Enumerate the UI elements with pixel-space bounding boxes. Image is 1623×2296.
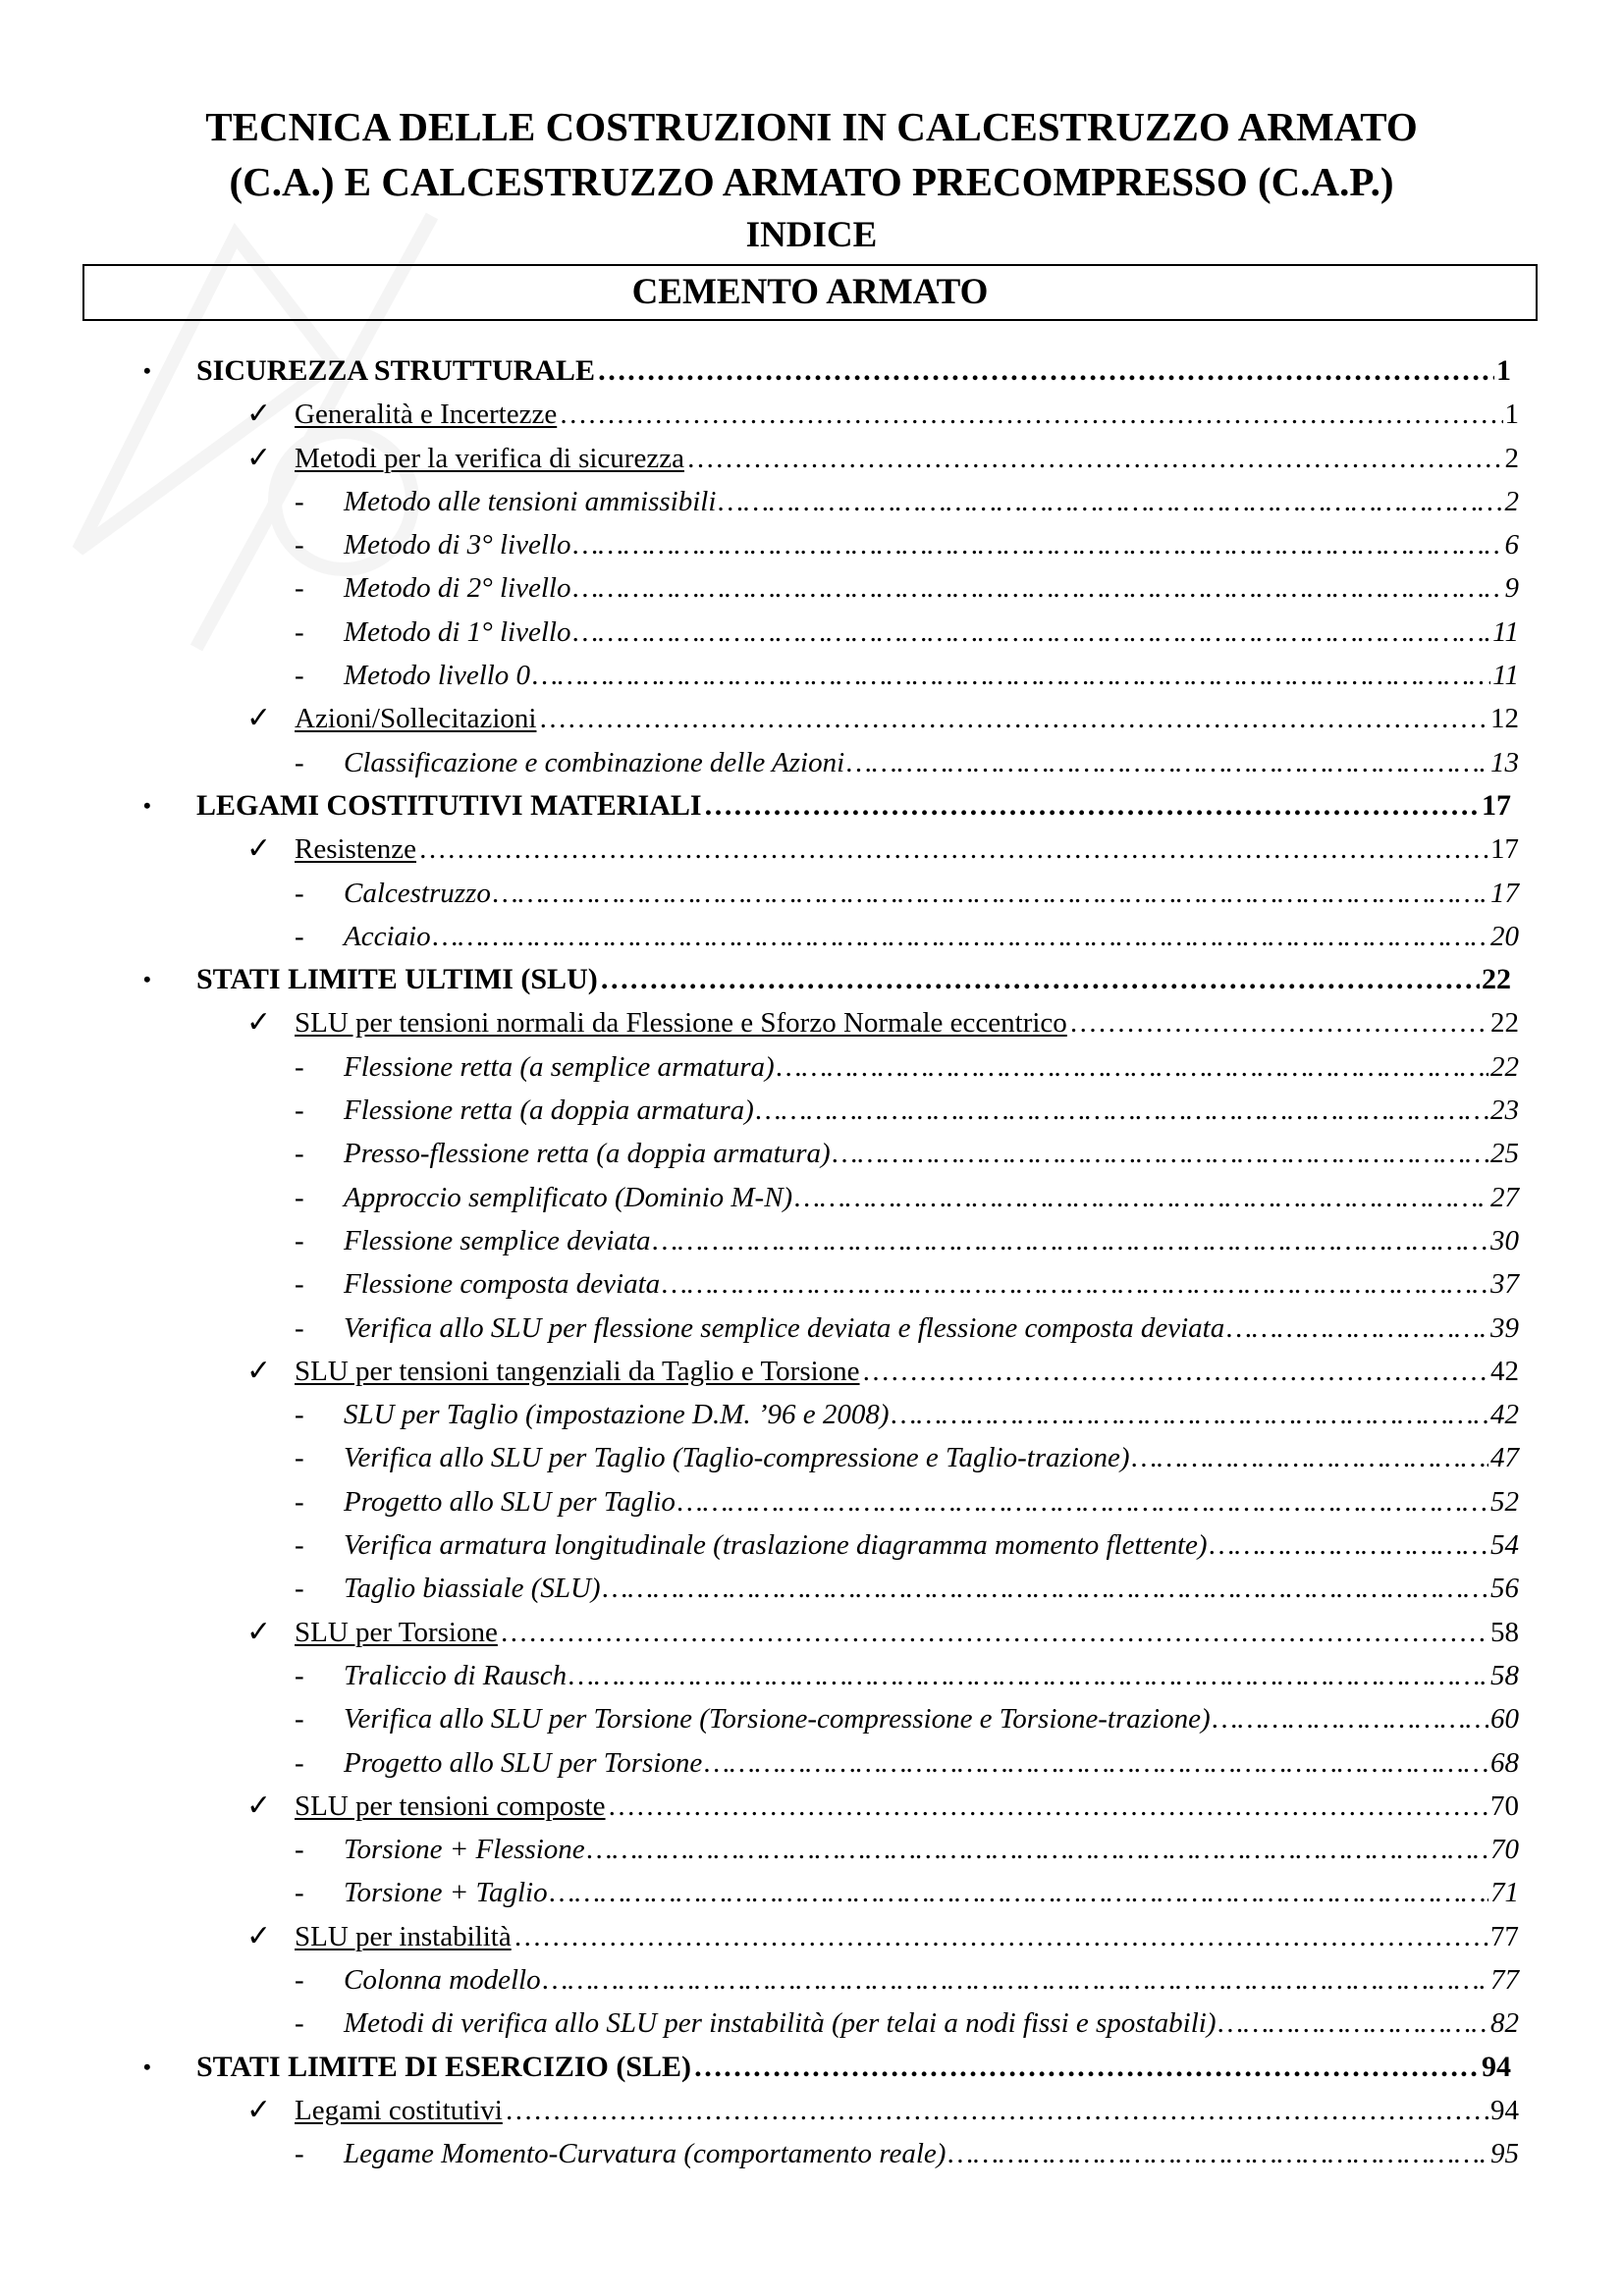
toc-chapter[interactable]	[0, 784, 1623, 828]
toc-page-number: 22	[1490, 1007, 1519, 1040]
leader-dots	[418, 828, 1488, 871]
toc-entry-title: Flessione semplice deviata	[344, 1224, 651, 1256]
toc-page-number: 22	[1482, 963, 1511, 996]
leader-dots	[550, 1871, 1488, 1914]
leader-dots	[500, 1611, 1488, 1654]
leader-dots	[862, 1350, 1488, 1393]
leader-dots	[686, 437, 1503, 480]
toc-chapter[interactable]	[0, 2046, 1623, 2089]
toc-entry-title: SICUREZZA STRUTTURALE	[196, 354, 595, 387]
toc-entry-title: Resistenze	[295, 833, 417, 866]
toc-section[interactable]	[0, 697, 1623, 740]
leader-dots	[947, 2132, 1488, 2175]
toc-page-number: 11	[1492, 660, 1519, 692]
dash-icon: -	[295, 1311, 304, 1344]
dash-icon: -	[295, 572, 304, 605]
toc-subsection[interactable]	[0, 2132, 1623, 2175]
toc-entry-title: Metodi per la verifica di sicurezza	[295, 442, 684, 474]
toc-chapter[interactable]	[0, 349, 1623, 393]
toc-page-number: 54	[1490, 1529, 1519, 1562]
toc-subsection[interactable]	[0, 1654, 1623, 1697]
dash-icon: -	[295, 1138, 304, 1170]
leader-dots	[433, 915, 1488, 958]
toc-page-number: 94	[1490, 2094, 1519, 2126]
toc-section[interactable]	[0, 828, 1623, 871]
toc-page-number: 17	[1490, 877, 1519, 909]
toc-entry-title: Metodo di 1° livello	[344, 615, 571, 648]
toc-page-number: 71	[1490, 1877, 1519, 1909]
toc-subsection[interactable]	[0, 1958, 1623, 2002]
toc-subsection[interactable]	[0, 566, 1623, 610]
toc-subsection[interactable]	[0, 1871, 1623, 1914]
toc-subsection[interactable]	[0, 1741, 1623, 1785]
toc-subsection[interactable]	[0, 1393, 1623, 1436]
toc-section[interactable]	[0, 1785, 1623, 1828]
toc-subsection[interactable]	[0, 1219, 1623, 1262]
toc-subsection[interactable]	[0, 1176, 1623, 1219]
toc-entry-title: Metodo di 2° livello	[344, 572, 571, 605]
toc-subsection[interactable]	[0, 1307, 1623, 1350]
toc-page-number: 17	[1490, 833, 1519, 866]
dash-icon: -	[295, 1224, 304, 1256]
toc-subsection[interactable]	[0, 523, 1623, 566]
dash-icon: -	[295, 920, 304, 952]
toc-subsection[interactable]	[0, 1262, 1623, 1306]
document-title-line-2: (C.A.) E CALCESTRUZZO ARMATO PRECOMPRESSO (C.A.P.)	[229, 159, 1394, 204]
toc-page-number: 12	[1490, 703, 1519, 735]
toc-page-number: 2	[1504, 485, 1519, 517]
toc-page-number: 56	[1490, 1573, 1519, 1605]
toc-entry-title: Taglio biassiale (SLU)	[344, 1573, 601, 1605]
toc-section[interactable]	[0, 437, 1623, 480]
toc-entry-title: Acciaio	[344, 920, 431, 952]
toc-subsection[interactable]	[0, 1045, 1623, 1089]
toc-subsection[interactable]	[0, 2002, 1623, 2045]
leader-dots	[568, 1654, 1488, 1697]
toc-entry-title: Flessione retta (a doppia armatura)	[344, 1095, 754, 1127]
leader-dots	[608, 1785, 1488, 1828]
toc-page-number: 37	[1490, 1268, 1519, 1301]
toc-page-number: 42	[1490, 1355, 1519, 1387]
toc-page-number: 27	[1490, 1181, 1519, 1213]
toc-entry-title: Torsione + Taglio	[344, 1877, 548, 1909]
toc-entry-title: Metodo alle tensioni ammissibili	[344, 485, 717, 517]
leader-dots	[597, 349, 1494, 393]
dash-icon: -	[295, 1050, 304, 1083]
leader-dots	[600, 958, 1480, 1001]
toc-page-number: 77	[1490, 1920, 1519, 1952]
toc-entry-title: LEGAMI COSTITUTIVI MATERIALI	[196, 788, 702, 822]
toc-entry-title: STATI LIMITE DI ESERCIZIO (SLE)	[196, 2050, 692, 2083]
checkmark-icon: ✓	[246, 1919, 272, 1952]
toc-subsection[interactable]	[0, 480, 1623, 523]
dash-icon: -	[295, 1181, 304, 1213]
leader-dots	[532, 654, 1490, 697]
section-heading: CEMENTO ARMATO	[631, 272, 989, 312]
toc-entry-title: Legami costitutivi	[295, 2094, 503, 2126]
toc-subsection[interactable]	[0, 611, 1623, 654]
leader-dots	[493, 872, 1488, 915]
leader-dots	[777, 1045, 1488, 1089]
leader-dots	[514, 1915, 1488, 1958]
toc-page-number: 11	[1492, 615, 1519, 648]
bullet-icon: •	[143, 792, 151, 818]
toc-subsection[interactable]	[0, 741, 1623, 784]
toc-entry-title: Flessione retta (a semplice armatura)	[344, 1050, 775, 1083]
toc-entry-title: Metodo livello 0	[344, 660, 531, 692]
leader-dots	[603, 1567, 1488, 1610]
document-title-line-1: TECNICA DELLE COSTRUZIONI IN CALCESTRUZZO ARMATO	[205, 104, 1418, 149]
dash-icon: -	[295, 1529, 304, 1562]
toc-chapter[interactable]	[0, 958, 1623, 1001]
toc-page-number: 23	[1490, 1095, 1519, 1127]
dash-icon: -	[295, 1963, 304, 1996]
leader-dots	[1069, 1001, 1488, 1044]
toc-subsection[interactable]	[0, 1089, 1623, 1132]
checkmark-icon: ✓	[246, 441, 272, 474]
toc-page-number: 6	[1504, 529, 1519, 561]
toc-entry-title: Verifica allo SLU per Torsione (Torsione-compressione e Torsione-trazione)	[344, 1703, 1211, 1735]
dash-icon: -	[295, 485, 304, 517]
bullet-icon: •	[143, 967, 151, 992]
toc-subsection[interactable]	[0, 1828, 1623, 1871]
toc-entry-title: Flessione composta deviata	[344, 1268, 661, 1301]
toc-entry-title: Calcestruzzo	[344, 877, 491, 909]
toc-entry-title: SLU per tensioni normali da Flessione e Sforzo Normale eccentrico	[295, 1007, 1067, 1040]
toc-subsection[interactable]	[0, 915, 1623, 958]
toc-page-number: 82	[1490, 2007, 1519, 2040]
toc-page-number: 60	[1490, 1703, 1519, 1735]
toc-entry-title: Azioni/Sollecitazioni	[295, 703, 537, 735]
leader-dots	[538, 697, 1488, 740]
toc-page-number: 77	[1490, 1963, 1519, 1996]
toc-page-number: 39	[1490, 1311, 1519, 1344]
toc-section[interactable]	[0, 393, 1623, 436]
dash-icon: -	[295, 1877, 304, 1909]
toc-page-number: 17	[1482, 788, 1511, 822]
bullet-icon: •	[143, 358, 151, 383]
toc-page-number: 9	[1504, 572, 1519, 605]
toc-entry-title: Verifica allo SLU per Taglio (Taglio-compressione e Taglio-trazione)	[344, 1442, 1130, 1474]
leader-dots	[704, 1741, 1488, 1785]
toc-subsection[interactable]	[0, 1697, 1623, 1740]
toc-entry-title: Progetto allo SLU per Torsione	[344, 1746, 703, 1779]
leader-dots	[587, 1828, 1488, 1871]
toc-entry-title: Colonna modello	[344, 1963, 541, 1996]
leader-dots	[677, 1480, 1488, 1523]
index-heading: INDICE	[745, 215, 878, 255]
toc-entry-title: SLU per tensioni composte	[295, 1789, 606, 1822]
toc-page-number: 30	[1490, 1224, 1519, 1256]
toc-subsection[interactable]	[0, 654, 1623, 697]
checkmark-icon: ✓	[246, 2093, 272, 2126]
toc-page-number: 70	[1490, 1789, 1519, 1822]
toc-subsection[interactable]	[0, 1567, 1623, 1610]
toc-page-number: 25	[1490, 1138, 1519, 1170]
toc-page-number: 68	[1490, 1746, 1519, 1779]
toc-entry-title: Verifica armatura longitudinale (traslazione diagramma momento flettente)	[344, 1529, 1208, 1562]
section-heading-box	[82, 264, 1538, 321]
leader-dots	[1132, 1436, 1489, 1479]
toc-page-number: 13	[1490, 746, 1519, 778]
toc-entry-title: Classificazione e combinazione delle Azioni	[344, 746, 845, 778]
leader-dots	[846, 741, 1488, 784]
toc-section[interactable]	[0, 1915, 1623, 1958]
toc-page-number: 58	[1490, 1616, 1519, 1648]
toc-page-number: 22	[1490, 1050, 1519, 1083]
checkmark-icon: ✓	[246, 832, 272, 866]
leader-dots	[1213, 1697, 1488, 1740]
toc-entry-title: STATI LIMITE ULTIMI (SLU)	[196, 963, 598, 996]
leader-dots	[652, 1219, 1488, 1262]
dash-icon: -	[295, 1834, 304, 1866]
toc-entry-title: SLU per tensioni tangenziali da Taglio e Torsione	[295, 1355, 860, 1387]
dash-icon: -	[295, 1485, 304, 1518]
toc-entry-title: Generalità e Incertezze	[295, 399, 558, 431]
toc-page-number: 58	[1490, 1659, 1519, 1691]
toc-page-number: 1	[1504, 399, 1519, 431]
toc-entry-title: SLU per Torsione	[295, 1616, 498, 1648]
leader-dots	[1217, 2002, 1488, 2045]
toc-entry-title: Presso-flessione retta (a doppia armatura)	[344, 1138, 831, 1170]
dash-icon: -	[295, 615, 304, 648]
toc-page-number: 42	[1490, 1399, 1519, 1431]
leader-dots	[505, 2089, 1488, 2132]
toc-entry-title: Metodi di verifica allo SLU per instabilità (per telai a nodi fissi e spostabili)	[344, 2007, 1217, 2040]
toc-entry-title: Traliccio di Rausch	[344, 1659, 568, 1691]
checkmark-icon: ✓	[246, 702, 272, 735]
dash-icon: -	[295, 1746, 304, 1779]
toc-section[interactable]	[0, 2089, 1623, 2132]
toc-entry-title: Progetto allo SLU per Taglio	[344, 1485, 676, 1518]
dash-icon: -	[295, 746, 304, 778]
dash-icon: -	[295, 529, 304, 561]
toc-entry-title: Metodo di 3° livello	[344, 529, 571, 561]
toc-page-number: 52	[1490, 1485, 1519, 1518]
toc-page-number: 47	[1490, 1442, 1519, 1474]
dash-icon: -	[295, 1442, 304, 1474]
toc-entry-title: SLU per instabilità	[295, 1920, 512, 1952]
toc-entry-title: Legame Momento-Curvatura (comportamento reale)	[344, 2138, 947, 2170]
dash-icon: -	[295, 2138, 304, 2170]
toc-subsection[interactable]	[0, 1523, 1623, 1567]
toc-section[interactable]	[0, 1001, 1623, 1044]
dash-icon: -	[295, 1095, 304, 1127]
leader-dots	[718, 480, 1502, 523]
bullet-icon: •	[143, 2054, 151, 2079]
leader-dots	[572, 566, 1502, 610]
leader-dots	[1210, 1523, 1488, 1567]
toc-entry-title: Torsione + Flessione	[344, 1834, 585, 1866]
leader-dots	[704, 784, 1480, 828]
leader-dots	[794, 1176, 1488, 1219]
checkmark-icon: ✓	[246, 398, 272, 431]
checkmark-icon: ✓	[246, 1789, 272, 1822]
dash-icon: -	[295, 660, 304, 692]
checkmark-icon: ✓	[246, 1615, 272, 1648]
dash-icon: -	[295, 2007, 304, 2040]
dash-icon: -	[295, 1659, 304, 1691]
leader-dots	[756, 1089, 1488, 1132]
toc-section[interactable]	[0, 1350, 1623, 1393]
toc-page-number: 1	[1496, 354, 1511, 387]
toc-page-number: 70	[1490, 1834, 1519, 1866]
dash-icon: -	[295, 1268, 304, 1301]
checkmark-icon: ✓	[246, 1354, 272, 1387]
toc-entry-title: Verifica allo SLU per flessione semplice deviata e flessione composta deviata	[344, 1311, 1225, 1344]
leader-dots	[892, 1393, 1488, 1436]
table-of-contents	[0, 349, 1623, 2175]
toc-subsection[interactable]	[0, 1436, 1623, 1479]
leader-dots	[693, 2046, 1480, 2089]
leader-dots	[1226, 1307, 1488, 1350]
toc-section[interactable]	[0, 1611, 1623, 1654]
toc-page-number: 94	[1482, 2050, 1511, 2083]
toc-subsection[interactable]	[0, 1132, 1623, 1175]
toc-page-number: 2	[1504, 442, 1519, 474]
toc-entry-title: SLU per Taglio (impostazione D.M. ’96 e 2008)	[344, 1399, 890, 1431]
leader-dots	[662, 1262, 1488, 1306]
toc-subsection[interactable]	[0, 1480, 1623, 1523]
leader-dots	[572, 611, 1490, 654]
toc-subsection[interactable]	[0, 872, 1623, 915]
toc-entry-title: Approccio semplificato (Dominio M-N)	[344, 1181, 793, 1213]
dash-icon: -	[295, 1703, 304, 1735]
leader-dots	[833, 1132, 1488, 1175]
leader-dots	[572, 523, 1502, 566]
checkmark-icon: ✓	[246, 1006, 272, 1040]
toc-page-number: 20	[1490, 920, 1519, 952]
leader-dots	[559, 393, 1502, 436]
dash-icon: -	[295, 877, 304, 909]
toc-page-number: 95	[1490, 2138, 1519, 2170]
leader-dots	[543, 1958, 1488, 2002]
dash-icon: -	[295, 1399, 304, 1431]
dash-icon: -	[295, 1573, 304, 1605]
